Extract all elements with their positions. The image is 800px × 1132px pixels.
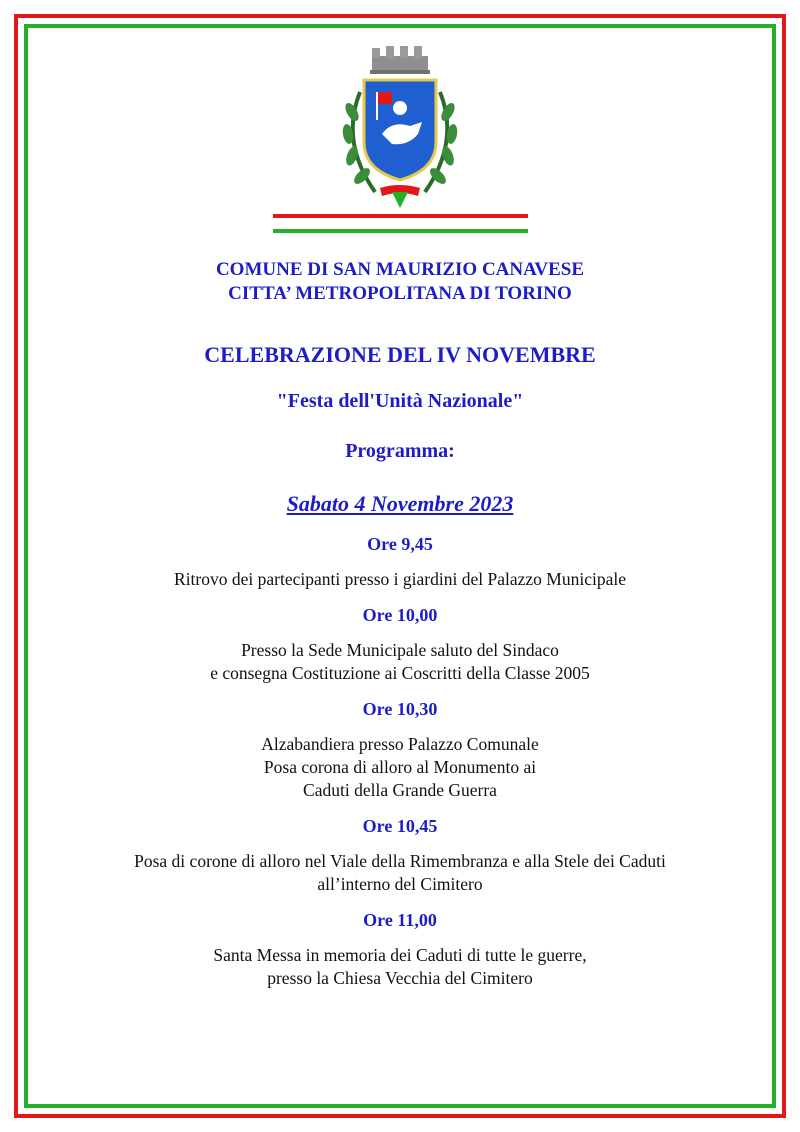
program-line: Ritrovo dei partecipanti presso i giardini del Palazzo Municipale xyxy=(174,569,626,589)
programma-label: Programma: xyxy=(345,440,455,462)
green-divider xyxy=(273,229,528,233)
program-description xyxy=(40,568,760,591)
program-line: Presso la Sede Municipale saluto del Sindaco xyxy=(241,640,559,660)
program-line: Caduti della Grande Guerra xyxy=(303,780,497,800)
program-line: Posa di corone di alloro nel Viale della Rimembranza e alla Stele dei Caduti xyxy=(134,851,666,871)
program-line: e consegna Costituzione ai Coscritti della Classe 2005 xyxy=(210,663,590,683)
event-date: Sabato 4 Novembre 2023 xyxy=(286,491,514,516)
program-description xyxy=(40,944,760,990)
comune-heading: COMUNE DI SAN MAURIZIO CANAVESE xyxy=(215,259,585,280)
document-body xyxy=(40,258,760,990)
program-description xyxy=(40,850,760,896)
program-line: Alzabandiera presso Palazzo Comunale xyxy=(261,734,539,754)
event-subtitle: "Festa dell'Unità Nazionale" xyxy=(276,390,524,412)
program-line: all’interno del Cimitero xyxy=(317,874,483,894)
program-time: Ore 10,45 xyxy=(362,816,438,836)
program-time: Ore 11,00 xyxy=(363,910,437,930)
program-time: Ore 9,45 xyxy=(367,534,433,554)
program-description xyxy=(40,733,760,802)
program-time: Ore 10,30 xyxy=(362,699,438,719)
program-description xyxy=(40,639,760,685)
program-line: Posa corona di alloro al Monumento ai xyxy=(263,757,537,777)
coat-of-arms-icon xyxy=(330,42,470,212)
program-line: presso la Chiesa Vecchia del Cimitero xyxy=(267,968,533,988)
event-title: CELEBRAZIONE DEL IV NOVEMBRE xyxy=(204,342,596,367)
red-divider xyxy=(273,214,528,218)
program-time: Ore 10,00 xyxy=(362,605,438,625)
program-line: Santa Messa in memoria dei Caduti di tutte le guerre, xyxy=(213,945,587,965)
citta-heading: CITTA’ METROPOLITANA DI TORINO xyxy=(228,283,572,304)
